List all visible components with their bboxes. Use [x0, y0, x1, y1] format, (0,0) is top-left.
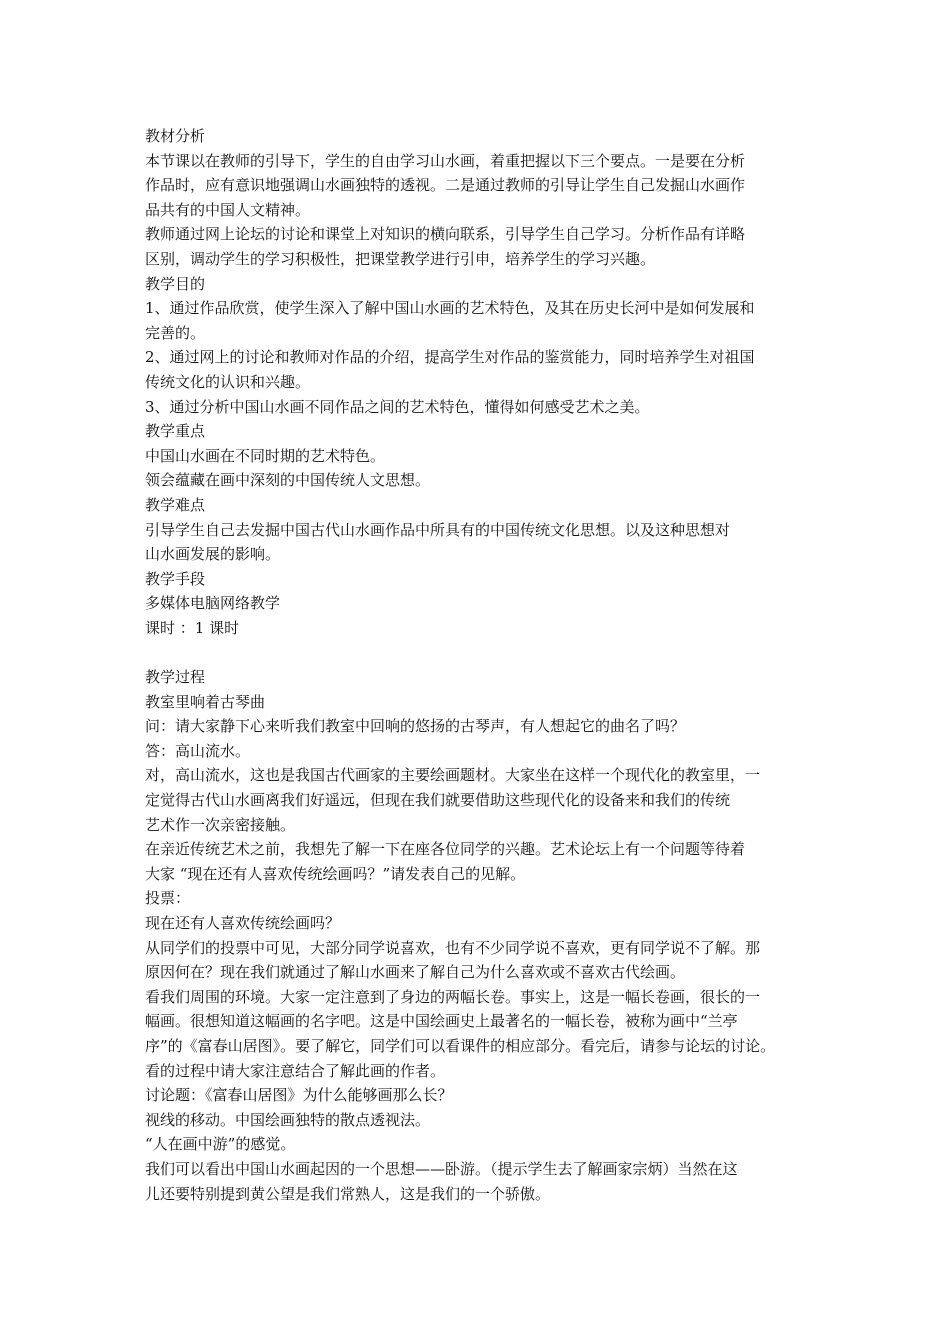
- blank-line: [145, 640, 815, 665]
- paragraph-line: 视线的移动。中国绘画独特的散点透视法。: [145, 1110, 431, 1129]
- paragraph-line: 艺术作一次亲密接触。: [145, 815, 296, 834]
- paragraph-line: 中国山水画在不同时期的艺术特色。: [145, 446, 386, 465]
- paragraph-line: 多媒体电脑网络教学: [145, 594, 281, 613]
- list-item-line: 1、通过作品欣赏，使学生深入了解中国山水画的艺术特色，及其在历史长河中是如何发展和: [145, 299, 755, 318]
- section-heading-teaching-goals: 教学目的: [145, 274, 206, 293]
- section-heading-key-points: 教学重点: [145, 422, 206, 441]
- paragraph-line: 看我们周围的环境。大家一定注意到了身边的两幅长卷。事实上，这是一幅长卷画，很长的一: [145, 987, 761, 1006]
- document-body: [145, 124, 815, 1206]
- paragraph-line: 对，高山流水，这也是我国古代画家的主要绘画题材。大家坐在这样一个现代化的教室里，一: [145, 766, 761, 785]
- paragraph-line: 在亲近传统艺术之前，我想先了解一下在座各位同学的兴趣。艺术论坛上有一个问题等待着: [145, 840, 746, 859]
- paragraph-line: 教师通过网上论坛的讨论和课堂上对知识的横向联系，引导学生自己学习。分析作品有详略: [145, 225, 746, 244]
- section-heading-teaching-means: 教学手段: [145, 569, 206, 588]
- paragraph-line: 看的过程中请大家注意结合了解此画的作者。: [145, 1061, 446, 1080]
- paragraph-line: 幅画。很想知道这幅画的名字吧。这是中国绘画史上最著名的一幅长卷，被称为画中“兰亭: [145, 1012, 738, 1031]
- section-heading-textbook-analysis: 教材分析: [145, 127, 206, 145]
- section-heading-difficulties: 教学难点: [145, 495, 206, 514]
- paragraph-line: 领会蕴藏在画中深刻的中国传统人文思想。: [145, 471, 431, 490]
- vote-label: 投票：: [145, 889, 191, 908]
- paragraph-line: 原因何在？现在我们就通过了解山水画来了解自己为什么喜欢或不喜欢古代绘画。: [145, 963, 686, 982]
- section-heading-teaching-process: 教学过程: [145, 668, 206, 687]
- paragraph-line: 区别，调动学生的学习积极性，把课堂教学进行引申，培养学生的学习兴趣。: [145, 249, 656, 268]
- paragraph-line: “人在画中游”的感觉。: [145, 1135, 296, 1154]
- paragraph-line: 定觉得古代山水画离我们好遥远，但现在我们就要借助这些现代化的设备来和我们的传统: [145, 791, 731, 810]
- paragraph-line: 本节课以在教师的引导下，学生的自由学习山水画，着重把握以下三个要点。一是要在分析: [145, 151, 746, 170]
- list-item-line: 3、通过分析中国山水画不同作品之间的艺术特色，懂得如何感受艺术之美。: [145, 397, 650, 416]
- discussion-topic: 讨论题：《富春山居图》为什么能够画那么长？: [145, 1086, 453, 1105]
- paragraph-line: 儿还要特别提到黄公望是我们常熟人，这是我们的一个骄傲。: [145, 1184, 551, 1203]
- paragraph-line: 序”的《富春山居图》。要了解它，同学们可以看课件的相应部分。看完后，请参与论坛的讨论。: [145, 1036, 776, 1055]
- paragraph-line: 作品时，应有意识地强调山水画独特的透视。二是通过教师的引导让学生自己发掘山水画作: [145, 176, 746, 195]
- list-item-line: 2、通过网上的讨论和教师对作品的介绍，提高学生对作品的鉴赏能力，同时培养学生对祖国: [145, 348, 755, 367]
- question-line: 问：请大家静下心来听我们教室中回响的悠扬的古琴声，有人想起它的曲名了吗？: [145, 717, 686, 736]
- paragraph-line: 引导学生自己去发掘中国古代山水画作品中所具有的中国传统文化思想。以及这种思想对: [145, 520, 731, 539]
- paragraph-line: 从同学们的投票中可见，大部分同学说喜欢，也有不少同学说不喜欢，更有同学说不了解。那: [145, 938, 761, 957]
- paragraph-line: 山水画发展的影响。: [145, 545, 281, 564]
- vote-question: 现在还有人喜欢传统绘画吗？: [145, 914, 341, 932]
- class-hours-line: 课时 ：1 课时: [145, 618, 240, 637]
- answer-line: 答：高山流水。: [145, 741, 251, 760]
- paragraph-line: 品共有的中国人文精神。: [145, 200, 311, 219]
- paragraph-line: 我们可以看出中国山水画起因的一个思想——卧游。（提示学生去了解画家宗炳）当然在这: [145, 1159, 738, 1178]
- list-item-line: 传统文化的认识和兴趣。: [145, 372, 311, 391]
- paragraph-line: 教室里响着古琴曲: [145, 692, 266, 711]
- list-item-line: 完善的。: [145, 323, 206, 342]
- paragraph-line: 大家 “现在还有人喜欢传统绘画吗？”请发表自己的见解。: [145, 864, 526, 883]
